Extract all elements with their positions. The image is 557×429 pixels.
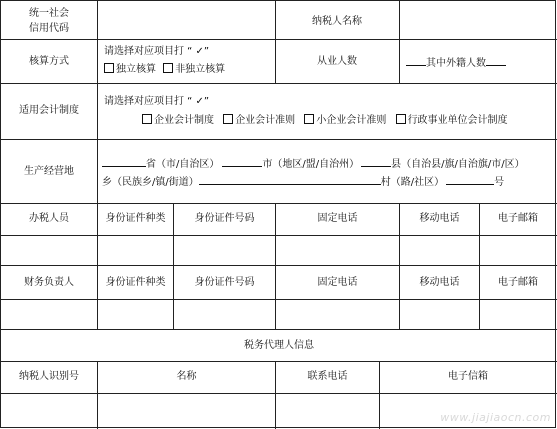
taxer-phone-header: 固定电话 (317, 213, 358, 224)
employees-blank[interactable] (406, 56, 426, 66)
non-independent-option-label: 非独立核算 (175, 64, 226, 75)
accounting-system-label: 适用会计制度 (19, 105, 79, 116)
system-option-3: 小企业会计准则 (316, 115, 387, 126)
foreign-employees-field (406, 56, 506, 70)
taxer-mobile-header: 移动电话 (419, 213, 460, 224)
agent-phone-header: 联系电话 (307, 371, 348, 382)
town-label: 乡（民族乡/镇/街道） (102, 177, 199, 188)
city-blank[interactable] (222, 157, 262, 167)
finance-phone-header: 固定电话 (317, 277, 358, 288)
taxpayer-name-input[interactable] (401, 3, 553, 37)
business-address-label: 生产经营地 (24, 166, 74, 177)
finance-id-no-header: 身份证件号码 (194, 277, 255, 288)
agent-id-header: 纳税人识别号 (19, 371, 79, 382)
taxer-id-no-input[interactable] (175, 237, 274, 264)
county-label: 县（自治县/旗/自治旗/市/区） (391, 159, 525, 170)
credit-code-label-line1: 统一社会 (29, 8, 69, 19)
accounting-method-label: 核算方式 (29, 56, 69, 67)
taxer-mobile-input[interactable] (401, 237, 478, 264)
finance-id-type-header: 身份证件种类 (105, 277, 166, 288)
credit-code-label-line2: 信用代码 (29, 23, 69, 34)
taxer-id-type-input[interactable] (99, 237, 172, 264)
town-blank[interactable] (199, 175, 381, 185)
enterprise-system-checkbox[interactable] (142, 114, 152, 124)
foreign-employees-blank[interactable] (486, 56, 506, 66)
finance-mobile-header: 移动电话 (419, 277, 460, 288)
system-options (142, 114, 508, 127)
agent-name-header: 名称 (176, 371, 197, 382)
watermark: www.jiajiaocn.com (440, 411, 551, 424)
taxer-email-input[interactable] (481, 237, 555, 264)
taxpayer-name-label: 纳税人名称 (312, 16, 362, 27)
system-option-2: 企业会计准则 (235, 115, 296, 126)
province-label: 省（市/自治区） (146, 159, 220, 170)
taxer-phone-input[interactable] (277, 237, 398, 264)
taxer-id-no-header: 身份证件号码 (194, 213, 255, 224)
number-blank[interactable] (446, 175, 494, 185)
tax-handler-label: 办税人员 (29, 213, 69, 224)
agent-id-input[interactable] (3, 395, 95, 426)
finance-head-label: 财务负责人 (24, 277, 74, 288)
small-enterprise-checkbox[interactable] (304, 114, 314, 124)
finance-id-no-input[interactable] (175, 301, 274, 328)
taxer-id-type-header: 身份证件种类 (105, 213, 166, 224)
village-label: 村（路/社区） (380, 177, 445, 188)
foreign-employees-label: 其中外籍人数 (426, 58, 486, 69)
employees-label: 从业人数 (317, 56, 357, 67)
enterprise-standard-checkbox[interactable] (223, 114, 233, 124)
taxer-email-header: 电子邮箱 (498, 213, 538, 224)
agent-phone-input[interactable] (277, 395, 378, 426)
credit-code-input[interactable] (99, 3, 273, 37)
province-blank[interactable] (102, 157, 146, 167)
public-institution-checkbox[interactable] (396, 114, 406, 124)
address-line-1 (102, 157, 525, 171)
city-label: 市（地区/盟/自治州） (262, 159, 360, 170)
independent-option-label: 独立核算 (116, 64, 156, 75)
agent-section-title: 税务代理人信息 (244, 340, 314, 351)
accounting-options (104, 63, 225, 76)
finance-email-input[interactable] (481, 301, 555, 328)
finance-phone-input[interactable] (277, 301, 398, 328)
address-line-2 (102, 175, 504, 189)
system-prompt: 请选择对应项目打 “ ✓” (104, 96, 210, 107)
non-independent-checkbox[interactable] (163, 63, 173, 73)
accounting-prompt: 请选择对应项目打 “ ✓” (104, 46, 210, 57)
system-option-4: 行政事业单位会计制度 (407, 115, 508, 126)
finance-id-type-input[interactable] (99, 301, 172, 328)
number-label: 号 (494, 177, 505, 188)
agent-email-header: 电子信箱 (448, 371, 488, 382)
independent-checkbox[interactable] (104, 63, 114, 73)
finance-mobile-input[interactable] (401, 301, 478, 328)
county-blank[interactable] (361, 157, 391, 167)
system-option-1: 企业会计制度 (154, 115, 214, 126)
finance-email-header: 电子邮箱 (498, 277, 538, 288)
agent-name-input[interactable] (99, 395, 274, 426)
